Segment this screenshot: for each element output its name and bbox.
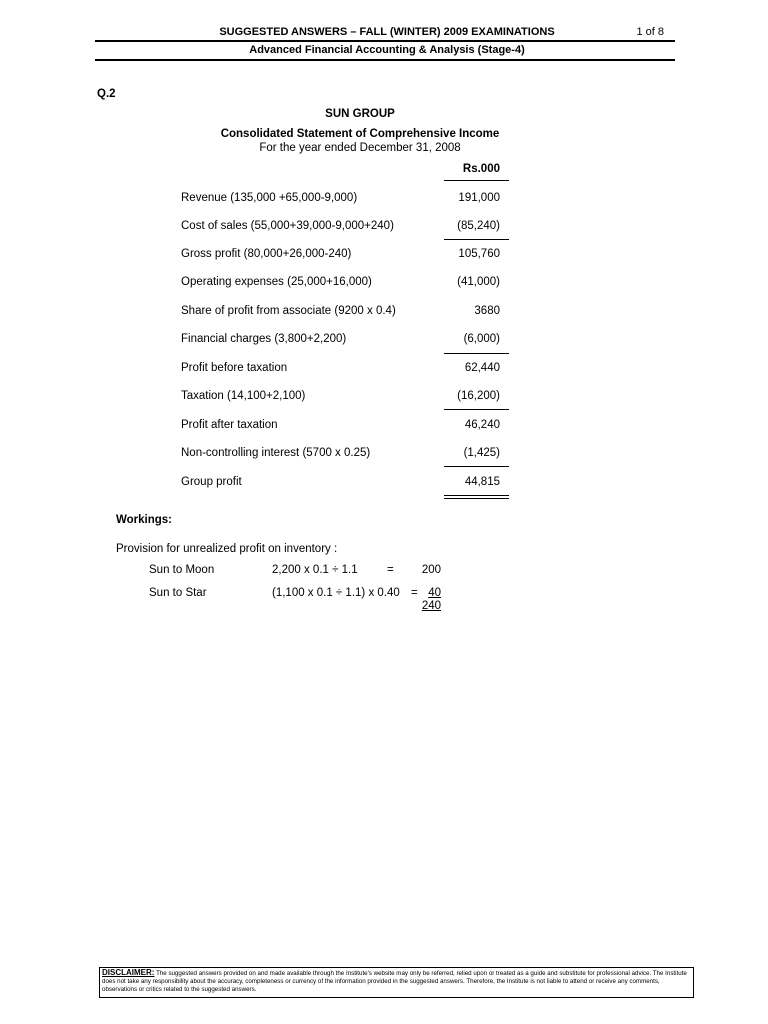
row-value: 62,440 — [464, 362, 500, 374]
row-value: 3680 — [474, 305, 500, 317]
disclaimer-text: The suggested answers provided on and made available through the Institute's website may only be referred, relied upon or treated as a guide and substitute for professional advice. The Institute does not take any responsibility about the accuracy, completeness or currency of the information provided in the suggested answers. Therefore, the Institute is not liable to attend or receive any comments, observations or critics related to the suggested answers. — [102, 970, 687, 993]
row-value: (85,240) — [457, 220, 500, 232]
subtotal-rule — [444, 239, 509, 240]
row-label: Operating expenses (25,000+16,000) — [181, 276, 372, 288]
row-label: Revenue (135,000 +65,000-9,000) — [181, 192, 358, 204]
workings-intro: Provision for unrealized profit on inventory : — [116, 543, 338, 555]
statement-period: For the year ended December 31, 2008 — [259, 142, 461, 154]
workings-equals: = — [387, 564, 394, 576]
workings-equals: = — [411, 587, 418, 599]
row-value: 105,760 — [458, 248, 500, 260]
header-rule-top — [95, 40, 675, 42]
company-name: SUN GROUP — [325, 108, 395, 120]
header-rule-bottom — [95, 59, 675, 61]
row-value: 46,240 — [464, 419, 500, 431]
row-value: (41,000) — [457, 276, 500, 288]
workings-heading: Workings: — [116, 514, 173, 526]
row-label: Group profit — [181, 476, 242, 488]
disclaimer-lead: DISCLAIMER: — [102, 968, 155, 977]
subtotal-rule — [444, 409, 509, 410]
row-label: Taxation (14,100+2,100) — [181, 390, 306, 402]
row-value: 44,815 — [464, 476, 500, 488]
total-double-rule-2 — [444, 498, 509, 499]
row-label: Non-controlling interest (5700 x 0.25) — [181, 447, 371, 459]
row-label: Share of profit from associate (9200 x 0.4) — [181, 305, 396, 317]
subtotal-rule — [444, 353, 509, 354]
total-double-rule-1 — [444, 495, 509, 496]
row-value: 191,000 — [458, 192, 500, 204]
workings-total: 240 — [421, 600, 441, 612]
unit-underline — [444, 180, 509, 181]
row-label: Profit before taxation — [181, 362, 288, 374]
header-title: SUGGESTED ANSWERS – FALL (WINTER) 2009 EXAMINATIONS — [219, 26, 555, 38]
row-label: Cost of sales (55,000+39,000-9,000+240) — [181, 220, 394, 232]
subtotal-rule — [444, 466, 509, 467]
workings-calc: (1,100 x 0.1 ÷ 1.1) x 0.40 — [272, 587, 400, 599]
workings-value: 200 — [421, 564, 441, 576]
page-number: 1 of 8 — [636, 26, 664, 38]
row-value: (16,200) — [457, 390, 500, 402]
statement-title: Consolidated Statement of Comprehensive Income — [220, 128, 500, 140]
workings-label: Sun to Star — [149, 587, 207, 599]
row-label: Gross profit (80,000+26,000-240) — [181, 248, 352, 260]
row-label: Profit after taxation — [181, 419, 278, 431]
row-label: Financial charges (3,800+2,200) — [181, 333, 347, 345]
workings-value: 40 — [428, 587, 441, 599]
unit-header: Rs.000 — [462, 163, 500, 175]
disclaimer-box — [99, 967, 694, 998]
row-value: (1,425) — [463, 447, 500, 459]
question-number: Q.2 — [97, 88, 116, 100]
workings-calc: 2,200 x 0.1 ÷ 1.1 — [272, 564, 358, 576]
row-value: (6,000) — [463, 333, 500, 345]
workings-label: Sun to Moon — [149, 564, 215, 576]
header-subtitle: Advanced Financial Accounting & Analysis (Stage-4) — [249, 44, 525, 56]
